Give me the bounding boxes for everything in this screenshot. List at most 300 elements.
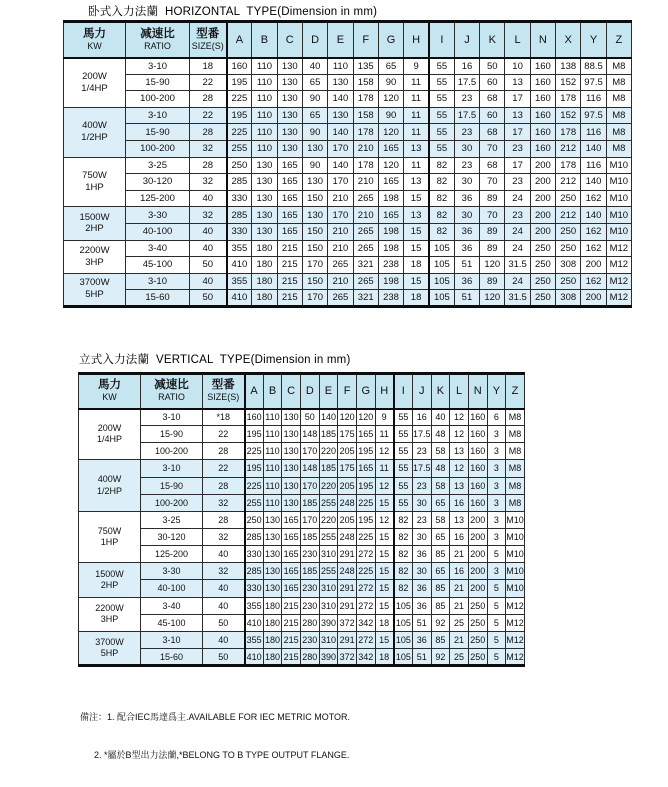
- dim-header-H: H: [375, 374, 394, 409]
- dim-cell: 215: [277, 273, 302, 290]
- dim-cell: 140: [328, 91, 353, 108]
- power-cell: 1500W 2HP: [64, 207, 126, 240]
- dim-header-F: F: [338, 374, 357, 409]
- table-row: [64, 174, 632, 191]
- dim-cell: 250: [556, 190, 581, 207]
- dim-cell: 3: [487, 477, 506, 494]
- dim-cell: 355: [245, 631, 264, 648]
- dim-cell: M8: [506, 494, 525, 511]
- dim-cell: 230: [300, 580, 319, 597]
- ratio-cell: 15-90: [141, 477, 203, 494]
- dim-header-G: G: [356, 374, 375, 409]
- dim-cell: 250: [530, 257, 555, 274]
- footnote-2-text: 2. *屬於B型出力法蘭,*BELONG TO B TYPE OUTPUT FLANGE.: [94, 749, 350, 760]
- dim-cell: 230: [300, 631, 319, 648]
- ratio-cell: 15-90: [126, 74, 190, 91]
- dim-cell: 210: [353, 140, 378, 157]
- dim-cell: 15: [375, 528, 394, 545]
- dim-cell: 25: [450, 614, 469, 631]
- dim-cell: 11: [375, 460, 394, 477]
- footnote-2: [94, 749, 350, 762]
- dim-cell: 165: [378, 174, 403, 191]
- dim-cell: 250: [556, 223, 581, 240]
- dim-cell: 160: [530, 58, 555, 75]
- dim-cell: 51: [454, 257, 479, 274]
- dim-cell: 40: [302, 58, 327, 75]
- dim-cell: 140: [581, 207, 606, 224]
- dim-header-J: J: [454, 22, 479, 58]
- dim-cell: 170: [328, 174, 353, 191]
- dim-cell: 13: [505, 107, 530, 124]
- dim-cell: 12: [450, 409, 469, 426]
- dim-cell: 165: [356, 426, 375, 443]
- dim-cell: 21: [450, 546, 469, 563]
- dim-cell: 170: [302, 257, 327, 274]
- dim-header-Z: Z: [606, 22, 631, 58]
- dim-cell: 55: [429, 107, 454, 124]
- dim-cell: 130: [282, 443, 301, 460]
- dim-cell: 330: [245, 580, 264, 597]
- ratio-cell: 3-10: [126, 58, 190, 75]
- dim-cell: 180: [263, 597, 282, 614]
- footnotes: [80, 686, 350, 787]
- dim-cell: 248: [338, 494, 357, 511]
- ratio-cell: 3-25: [126, 157, 190, 174]
- size-cell: 28: [203, 477, 245, 494]
- table-row: [79, 426, 525, 443]
- size-cell: 40: [190, 240, 227, 257]
- size-cell: 40: [203, 580, 245, 597]
- power-cell: 750W 1HP: [79, 511, 141, 562]
- dim-cell: 215: [282, 648, 301, 665]
- dim-cell: 18: [404, 257, 429, 274]
- dim-cell: 130: [282, 409, 301, 426]
- dim-cell: 178: [353, 91, 378, 108]
- dim-cell: 195: [245, 460, 264, 477]
- dim-header-L: L: [505, 22, 530, 58]
- dim-cell: 120: [480, 290, 505, 307]
- dim-cell: 158: [353, 107, 378, 124]
- dim-cell: 82: [429, 207, 454, 224]
- dim-cell: 180: [263, 648, 282, 665]
- dim-cell: 178: [556, 91, 581, 108]
- dim-cell: 30: [454, 207, 479, 224]
- dim-cell: 97.5: [581, 107, 606, 124]
- dim-cell: 120: [356, 409, 375, 426]
- dim-cell: 92: [431, 648, 450, 665]
- table-row: [64, 240, 632, 257]
- table-row: [64, 58, 632, 75]
- dim-cell: 225: [356, 494, 375, 511]
- dim-cell: 30: [454, 140, 479, 157]
- dim-cell: 140: [328, 157, 353, 174]
- dim-cell: 85: [431, 546, 450, 563]
- dim-cell: 200: [468, 528, 487, 545]
- dim-header-A: A: [245, 374, 264, 409]
- dim-header-B: B: [252, 22, 277, 58]
- dim-cell: 255: [245, 494, 264, 511]
- dim-cell: 265: [353, 223, 378, 240]
- dim-cell: 165: [282, 511, 301, 528]
- dim-cell: 70: [480, 140, 505, 157]
- dim-cell: 165: [277, 223, 302, 240]
- dim-cell: 250: [468, 648, 487, 665]
- table-row: [64, 124, 632, 141]
- dim-cell: 160: [227, 58, 252, 75]
- dim-cell: 410: [245, 614, 264, 631]
- dim-cell: 152: [556, 74, 581, 91]
- dim-cell: 255: [227, 140, 252, 157]
- ratio-cell: 45-100: [126, 257, 190, 274]
- dim-cell: 5: [487, 631, 506, 648]
- dim-cell: 36: [454, 190, 479, 207]
- dim-cell: 90: [302, 124, 327, 141]
- dim-cell: 70: [480, 207, 505, 224]
- size-cell: 32: [190, 174, 227, 191]
- dim-cell: 58: [431, 477, 450, 494]
- dim-cell: 200: [468, 511, 487, 528]
- dim-cell: 250: [530, 240, 555, 257]
- dim-cell: 238: [378, 290, 403, 307]
- dim-cell: 210: [353, 174, 378, 191]
- dim-cell: 285: [245, 563, 264, 580]
- dim-cell: 198: [378, 240, 403, 257]
- dim-cell: 12: [450, 426, 469, 443]
- dim-cell: 160: [530, 124, 555, 141]
- dim-cell: M8: [506, 409, 525, 426]
- ratio-header: 减速比 RATIO: [141, 374, 203, 409]
- dim-cell: M12: [606, 273, 631, 290]
- dim-cell: 265: [353, 273, 378, 290]
- dim-cell: 195: [356, 511, 375, 528]
- dim-cell: 11: [404, 124, 429, 141]
- dim-cell: M10: [506, 546, 525, 563]
- dim-cell: M10: [506, 511, 525, 528]
- dim-cell: 13: [505, 74, 530, 91]
- dim-cell: 3: [487, 443, 506, 460]
- dim-cell: M8: [506, 460, 525, 477]
- dim-cell: 3: [487, 494, 506, 511]
- dim-cell: 130: [277, 91, 302, 108]
- dim-cell: 90: [378, 107, 403, 124]
- ratio-cell: 3-25: [141, 511, 203, 528]
- dim-cell: M8: [606, 124, 631, 141]
- dim-cell: 82: [394, 546, 413, 563]
- size-cell: 28: [190, 91, 227, 108]
- dim-cell: 51: [454, 290, 479, 307]
- dim-cell: 160: [468, 443, 487, 460]
- size-cell: 40: [190, 190, 227, 207]
- dim-cell: 165: [282, 580, 301, 597]
- dim-cell: 390: [319, 648, 338, 665]
- dim-cell: 15: [375, 597, 394, 614]
- dim-cell: 110: [252, 74, 277, 91]
- vertical-table-title: 立式入力法蘭 VERTICAL TYPE(Dimension in mm): [79, 354, 351, 366]
- dim-cell: 220: [319, 511, 338, 528]
- size-cell: 22: [203, 460, 245, 477]
- power-cell: 3700W 5HP: [64, 273, 126, 306]
- dim-cell: 215: [277, 290, 302, 307]
- dim-cell: 13: [450, 443, 469, 460]
- table-row: [64, 290, 632, 307]
- ratio-cell: 45-100: [141, 614, 203, 631]
- dim-header-C: C: [282, 374, 301, 409]
- size-cell: 40: [190, 223, 227, 240]
- ratio-cell: 125-200: [141, 546, 203, 563]
- ratio-cell: 3-10: [141, 460, 203, 477]
- dim-cell: 160: [468, 409, 487, 426]
- dim-cell: 135: [353, 58, 378, 75]
- dim-cell: 3: [487, 460, 506, 477]
- dim-cell: 15: [404, 223, 429, 240]
- size-cell: 18: [190, 58, 227, 75]
- dim-cell: 210: [328, 240, 353, 257]
- table-row: [79, 443, 525, 460]
- dim-cell: 65: [302, 74, 327, 91]
- dim-header-F: F: [353, 22, 378, 58]
- dim-cell: 291: [338, 631, 357, 648]
- table-row: [79, 631, 525, 648]
- size-cell: 22: [190, 107, 227, 124]
- dim-cell: M8: [506, 443, 525, 460]
- dim-cell: 16: [450, 563, 469, 580]
- dim-cell: 130: [263, 546, 282, 563]
- dim-cell: 210: [328, 273, 353, 290]
- dim-cell: 36: [412, 546, 431, 563]
- dim-cell: 9: [404, 58, 429, 75]
- dim-cell: 50: [300, 409, 319, 426]
- dim-cell: 65: [431, 563, 450, 580]
- dim-cell: 170: [300, 477, 319, 494]
- dim-cell: 140: [328, 124, 353, 141]
- dim-cell: 120: [338, 409, 357, 426]
- dim-cell: 165: [356, 460, 375, 477]
- dim-cell: 220: [319, 477, 338, 494]
- table-row: [79, 546, 525, 563]
- dim-cell: 205: [338, 443, 357, 460]
- dim-cell: 105: [429, 240, 454, 257]
- dim-cell: 410: [245, 648, 264, 665]
- dim-header-X: X: [556, 22, 581, 58]
- table-row: [79, 597, 525, 614]
- dim-cell: M12: [506, 648, 525, 665]
- dim-cell: 165: [282, 528, 301, 545]
- dim-cell: 89: [480, 223, 505, 240]
- dim-cell: 178: [556, 157, 581, 174]
- dim-cell: 36: [412, 597, 431, 614]
- dim-cell: 97.5: [581, 74, 606, 91]
- dim-cell: 200: [530, 207, 555, 224]
- dim-cell: 175: [338, 460, 357, 477]
- dim-cell: 195: [227, 107, 252, 124]
- dim-cell: 51: [412, 614, 431, 631]
- ratio-cell: 3-10: [126, 107, 190, 124]
- size-cell: 22: [190, 74, 227, 91]
- dim-cell: 372: [338, 648, 357, 665]
- dim-header-I: I: [429, 22, 454, 58]
- dim-cell: M10: [606, 190, 631, 207]
- dim-cell: 130: [302, 207, 327, 224]
- power-cell: 3700W 5HP: [79, 631, 141, 665]
- dim-cell: 105: [394, 648, 413, 665]
- dim-cell: M10: [606, 157, 631, 174]
- table-row: [64, 223, 632, 240]
- dim-cell: 105: [429, 273, 454, 290]
- dim-cell: 55: [394, 477, 413, 494]
- dim-cell: 321: [353, 290, 378, 307]
- size-cell: 40: [203, 546, 245, 563]
- table-row: [79, 614, 525, 631]
- ratio-cell: 40-100: [141, 580, 203, 597]
- dim-cell: 55: [394, 443, 413, 460]
- dim-cell: 162: [581, 273, 606, 290]
- dim-cell: 210: [328, 190, 353, 207]
- dim-cell: 16: [412, 409, 431, 426]
- dim-cell: 55: [394, 460, 413, 477]
- dim-cell: 5: [487, 597, 506, 614]
- dim-cell: 200: [468, 546, 487, 563]
- dim-cell: M8: [606, 140, 631, 157]
- dim-cell: 215: [277, 240, 302, 257]
- dim-cell: 48: [431, 460, 450, 477]
- dim-cell: 25: [450, 648, 469, 665]
- header-row: [64, 22, 632, 58]
- dim-cell: 160: [468, 426, 487, 443]
- dim-cell: 250: [556, 240, 581, 257]
- dim-cell: 82: [394, 563, 413, 580]
- dim-cell: 3: [487, 426, 506, 443]
- dim-header-I: I: [394, 374, 413, 409]
- dim-cell: 90: [302, 157, 327, 174]
- table-row: [79, 409, 525, 426]
- dim-cell: 150: [302, 273, 327, 290]
- dim-cell: 92: [431, 614, 450, 631]
- dim-cell: 24: [505, 223, 530, 240]
- dim-cell: 265: [353, 190, 378, 207]
- table-row: [79, 460, 525, 477]
- dim-header-D: D: [300, 374, 319, 409]
- dim-cell: 88.5: [581, 58, 606, 75]
- dim-cell: 215: [282, 614, 301, 631]
- dim-cell: 310: [319, 597, 338, 614]
- dim-cell: 162: [581, 190, 606, 207]
- dim-cell: M10: [506, 563, 525, 580]
- dim-cell: 23: [412, 511, 431, 528]
- dim-cell: M12: [506, 631, 525, 648]
- ratio-cell: 30-120: [141, 528, 203, 545]
- size-cell: 40: [190, 273, 227, 290]
- dim-cell: 150: [302, 223, 327, 240]
- dim-cell: 23: [454, 91, 479, 108]
- dim-cell: 212: [556, 207, 581, 224]
- ratio-cell: 100-200: [126, 140, 190, 157]
- dim-cell: 55: [429, 58, 454, 75]
- dim-cell: M8: [606, 74, 631, 91]
- dim-cell: 165: [378, 207, 403, 224]
- dim-cell: 195: [356, 443, 375, 460]
- dim-cell: 148: [300, 460, 319, 477]
- size-cell: 28: [203, 511, 245, 528]
- dim-header-Y: Y: [581, 22, 606, 58]
- dim-cell: 55: [429, 140, 454, 157]
- dim-cell: 160: [468, 494, 487, 511]
- size-cell: 32: [203, 528, 245, 545]
- table-row: [79, 563, 525, 580]
- dim-cell: 130: [277, 140, 302, 157]
- dim-cell: 110: [263, 443, 282, 460]
- dim-cell: 30: [454, 174, 479, 191]
- dim-cell: 152: [556, 107, 581, 124]
- dim-header-D: D: [302, 22, 327, 58]
- dim-cell: 330: [227, 190, 252, 207]
- dim-cell: 165: [277, 207, 302, 224]
- dim-cell: 5: [487, 648, 506, 665]
- horizontal-table: [63, 20, 632, 308]
- dim-cell: 65: [431, 528, 450, 545]
- dim-cell: 89: [480, 240, 505, 257]
- dim-cell: 130: [282, 426, 301, 443]
- horizontal-dimension-table: [63, 20, 632, 308]
- ratio-cell: 100-200: [141, 443, 203, 460]
- dim-cell: 85: [431, 580, 450, 597]
- dim-cell: 310: [319, 631, 338, 648]
- dim-cell: 110: [263, 494, 282, 511]
- dim-cell: 130: [277, 58, 302, 75]
- dim-cell: 58: [431, 443, 450, 460]
- dim-header-A: A: [227, 22, 252, 58]
- table-row: [79, 477, 525, 494]
- dim-cell: 150: [302, 240, 327, 257]
- dim-cell: 50: [480, 58, 505, 75]
- power-header: 馬力 KW: [64, 22, 126, 58]
- dim-cell: 130: [252, 207, 277, 224]
- ratio-cell: 3-10: [141, 409, 203, 426]
- dim-cell: 212: [556, 140, 581, 157]
- ratio-cell: 15-90: [126, 124, 190, 141]
- dim-cell: 17.5: [454, 107, 479, 124]
- dim-cell: 185: [300, 494, 319, 511]
- dim-cell: 215: [282, 631, 301, 648]
- dim-header-K: K: [431, 374, 450, 409]
- dim-cell: 82: [394, 580, 413, 597]
- dim-cell: 291: [338, 580, 357, 597]
- dim-cell: 160: [245, 409, 264, 426]
- ratio-header: 减速比 RATIO: [126, 22, 190, 58]
- dim-cell: 165: [282, 546, 301, 563]
- dim-cell: 130: [277, 107, 302, 124]
- dim-cell: 175: [338, 426, 357, 443]
- power-cell: 400W 1/2HP: [79, 460, 141, 511]
- dim-cell: M8: [606, 107, 631, 124]
- dim-cell: 130: [328, 107, 353, 124]
- dim-cell: 16: [450, 494, 469, 511]
- dim-cell: 18: [375, 614, 394, 631]
- dim-cell: 205: [338, 511, 357, 528]
- dim-cell: 330: [227, 223, 252, 240]
- dim-cell: 68: [480, 91, 505, 108]
- dim-cell: 6: [487, 409, 506, 426]
- table-row: [64, 91, 632, 108]
- dim-cell: 195: [245, 426, 264, 443]
- dim-cell: 11: [375, 426, 394, 443]
- size-cell: 40: [203, 631, 245, 648]
- dim-cell: 21: [450, 580, 469, 597]
- dim-cell: 225: [356, 563, 375, 580]
- dim-cell: 18: [375, 648, 394, 665]
- dim-cell: 89: [480, 273, 505, 290]
- dim-cell: 105: [394, 631, 413, 648]
- ratio-cell: 100-200: [126, 91, 190, 108]
